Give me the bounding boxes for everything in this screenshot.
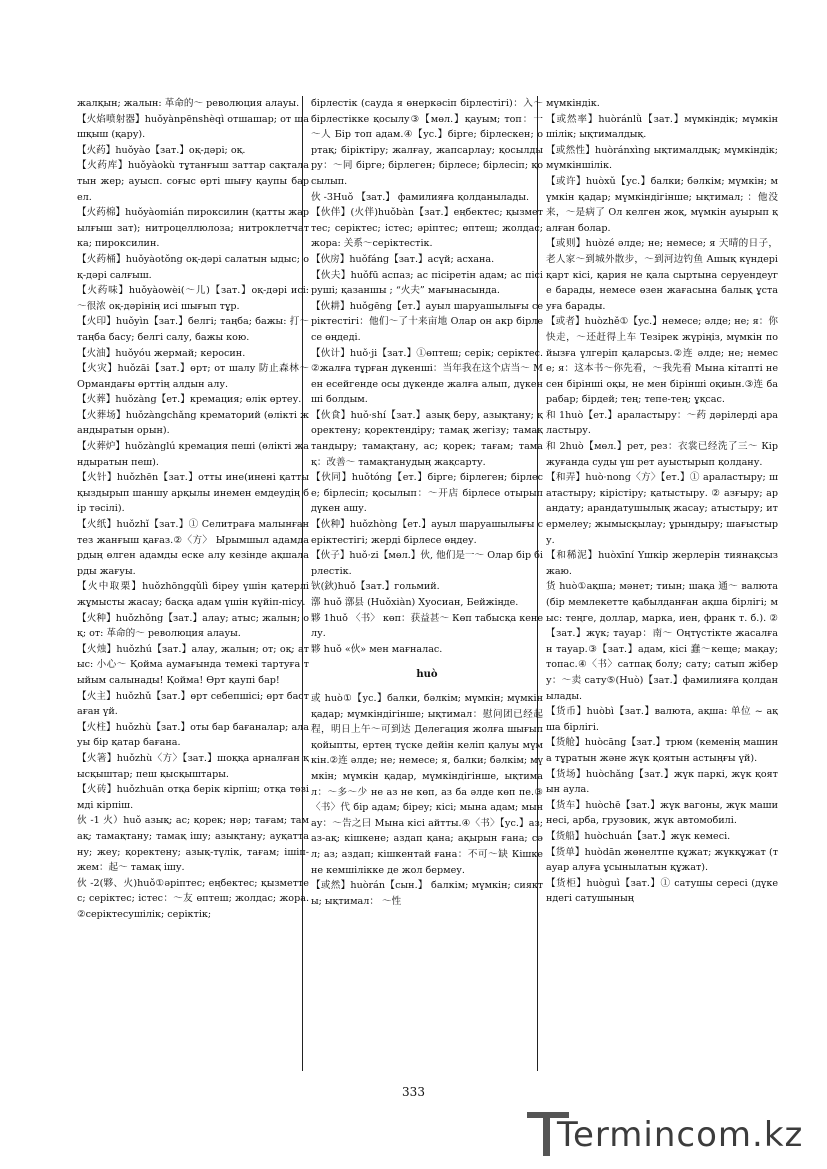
dictionary-entry: 夥 1huǒ 〈书〉 көп：获益甚～ Көп табысқа кенелу.: [311, 612, 543, 640]
dictionary-column-3: [546, 96, 778, 1086]
section-heading: huò: [416, 669, 438, 681]
dictionary-entry: бірлестік (сауда я өнеркәсіп бірлестігі)：入～ бірлестікке қосылу③【мөл.】қауым; топ：一～人 Бір топ адам.④【ус.】бірге; бірлескен; ортақ; біріктіру; жалғау, жапсарлау; қосылдыру：～同 бірге; бірлеген; бірлесе; бірлесіп; қосылып.: [311, 98, 543, 187]
dictionary-entry: 【火焰喷射器】huǒyànpēnshèqì отшашар; от шашқыш (қару).: [77, 113, 309, 141]
dictionary-entry: мүмкіндік.: [546, 98, 600, 109]
dictionary-entry: 【火印】huǒyìn【зат.】белгі; таңба; бажы: 打～ таңба басу; белгі салу, бажы кою.: [77, 316, 309, 343]
dictionary-entry: 【火砖】huǒzhuān отқа берік кірпіш; отқа төзімді кірпіш.: [77, 784, 309, 811]
dictionary-entry: 【货单】huòdān жөнелтпе құжат; жүкқұжат (тауар алуға ұсынылатын құжат).: [546, 846, 778, 874]
logo-t-stem-icon: [543, 1112, 550, 1156]
dictionary-entry: 【或然】huòrán【сын.】 балкім; мүмкін; сияқты; ықтимал： ～性: [311, 880, 543, 907]
dictionary-entry: 【火中取栗】huǒzhōngqǔlì біреу үшін қатерлі жұмысты жасау; басқа адам үшін күйіп-пісу.: [77, 581, 309, 608]
dictionary-entry: 漷 huǒ 漷县 (Huǒxiàn) Хуосиан, Бейжіңде.: [311, 597, 519, 608]
dictionary-entry: 【伙同】huǒtóng【ет.】бірге; бірлеген; бірлесе; бірлесіп; қосылып：～开店 бірлесе отырып дүкен ашу.: [311, 472, 543, 515]
dictionary-entry: 【火葬】huǒzàng【ет.】кремация; өлік өртеу.: [77, 394, 302, 406]
dictionary-entry: 【火针】huǒzhēn【зат.】отты ине(иненi қатты қыздырып шаншу арқылы инемен емдеудің бір тәсілі).: [77, 472, 309, 515]
dictionary-entry: 【火葬场】huǒzàngchǎng крематорий (өлікті жандыратын орын).: [77, 409, 309, 437]
dictionary-entry: 【货船】huòchuán【зат.】жүк кемесі.: [546, 830, 731, 842]
dictionary-entry: 【货场】huòchǎng【зат.】жүк паркі, жүк қоятын аула.: [546, 768, 778, 796]
dictionary-entry: 【火种】huǒzhǒng【зат.】алау; атыс; жалын; оқ; от: 革命的～ революция алауы.: [77, 612, 309, 640]
dictionary-entry: 【火药库】huǒyàokù тұтанғыш заттар сақталатын жер; ауысп. соғыс өрті шығу қаупы бар ел.: [77, 160, 309, 203]
dictionary-entry: 货 huò①ақша; мәнет; тиын; шақа 通～ валюта (бір мемлекетте қабылданған ақша бірлігі; мыс: теңге, доллар, марка, иен, франк т. б.). ②【зат.】жүк; тауар：南～ Оңтүстікте жасалған тауар.③【зат.】адам, кісі 蠢～кеще; мақау; топас.④〈书〉сатпақ болу; сату; сатып жіберу：～卖 сату⑤(Huò)【зат.】фамилияға қолданылады.: [546, 581, 778, 702]
dictionary-entry: 【火药棉】huǒyàomián пироксилин (қатты жарылғыш зат); нитроцеллюлоза; нитроклетчатка; пироксилин.: [77, 207, 309, 250]
dictionary-entry: 【伙食】huǒ·shí【зат.】азық беру, азықтану; қоректену; қоректендіру; тамақ жегізу; тамақтандыру; тамақтану, ас; қорек; тағам; тамақ：改善～ тамақтанудың жақсарту.: [311, 409, 543, 468]
dictionary-entry: 【或然率】huòránlǜ【зат.】мүмкіндік; мүмкіншілік; ықтималдық.: [546, 113, 778, 141]
dictionary-entry: 夥 huǒ «伙» мен мағналас.: [311, 643, 443, 655]
dictionary-column-1: [77, 96, 309, 1086]
dictionary-entry: 伙 -2(夥、火)huǒ①әріптес; еңбектес; қызметтес; серіктес; істес：～友 өптеш; жолдас; жора.②серіктесушілік; серіктік;: [77, 877, 309, 920]
dictionary-entry: 【或则】huòzé әлде; не; немесе; я 天晴的日子，老人家～到城外散步，～到河边钓鱼 Ашық күндері қарт кісі, қария не қала сыртына серуендеуге барады, немесе өзен жағасына балық ұстауға барады.: [546, 238, 778, 312]
dictionary-entry: 伙 -3Huǒ 【зат.】 фамилияға қолданылады.: [311, 191, 530, 203]
dictionary-entry: 【火药味】huǒyàowèi(～儿)【зат.】оқ-дәрі исі: ～很浓 оқ-дәрінің исі шығып тұр.: [77, 285, 309, 312]
dictionary-entry: 钬(鈥)huǒ【зат.】гольмий.: [311, 581, 440, 593]
dictionary-entry: 【或者】huòzhě①【ус.】немесе; әлде; не; я：你快走，～还赶得上车 Тезірек жүріңіз, мүмкін пойызға үлгеріп қаларсыз.②连 әлде; не; немесе; я：这本书～你先看，～我先看 Мына кітапті не сен бірінші оқы, не мен бірінші оқиын.③连 барабар; бірдей; тең; тепе-тең; ұқсас.: [546, 316, 778, 406]
dictionary-entry: 【货柜】huòguì【зат.】① сатушы сересі (дүкендегі сатушының: [546, 877, 778, 905]
dictionary-entry: 【火灾】huǒzāi【зат.】өрт; от шалу 防止森林～ Ормандағы өрттің алдын алу.: [77, 363, 309, 390]
dictionary-entry: 【伙伴】(火伴)huǒbàn【зат.】еңбектес; қызметтес; серіктес; істес; әріптес; өптеш; жолдас; жора: 关系～серіктестік.: [311, 207, 543, 250]
dictionary-entry: 【火箸】huǒzhù〈方〉【зат.】шоққа арналған қысқыштар; пеш қысқыштары.: [77, 752, 309, 780]
dictionary-entry: 【或然性】huòránxìng ықтималдық; мүмкіндік; мүмкіншілік.: [546, 144, 778, 172]
dictionary-entry: 【伙夫】huǒfū аспаз; ас пісіретін адам; ас пісіруші; қазаншы ; “火夫” мағынасында.: [311, 269, 543, 297]
dictionary-entry: 和 2huò【мөл.】рет, рез：衣裳已经洗了三～ Кір жуғанда суды үш рет ауыстырып қолдану.: [546, 441, 778, 468]
dictionary-entry: 【火葬炉】huǒzànglú кремация пеші (өлікті жандыратын пеш).: [77, 441, 309, 468]
dictionary-entry: 【火药桶】huǒyàotǒng оқ-дәрі салатын ыдыс; оқ-дәрі салғыш.: [77, 253, 309, 281]
dictionary-entry: 【火药】huǒyào【зат.】оқ-дәрі; оқ.: [77, 144, 246, 156]
termincom-logo[interactable]: [527, 1110, 817, 1160]
dictionary-entry: 和 1huò【ет.】араластыру：～药 дәрілерді араластыру.: [546, 409, 778, 437]
dictionary-entry: 伙 -1 火）huǒ азық; ас; қорек; нәр; тағам; тамақ; тамақтану; тамақ ішу; азықтану; ауқаттану; жеу; қоректену; азық-түлік, тағам; ішіп-жем：起～ тамақ ішу.: [77, 815, 309, 874]
logo-text: Termincom.kz: [557, 1115, 804, 1155]
dictionary-entry: 【货车】huòchē【зат.】жүк вагоны, жүк машинесі, арба, грузовик, жүк автомобилі.: [546, 799, 778, 827]
dictionary-entry: 【火油】huǒyóu жермай; керосин.: [77, 347, 246, 359]
dictionary-entry: 【和弄】huò·nong〈方〉【ет.】① араластыру; шатастыру; кірістіру; қатыстыру. ② азғыру; арандату; арандатушылық жасау; атыстыру; итермелеу; жымысқылау; ұрындыру; шағыстыру.: [546, 472, 778, 546]
dictionary-column-2: [311, 96, 543, 1086]
dictionary-entry: 【火烛】huǒzhú【зат.】алау, жалын; от; оқ; атыс: 小心～ Қойма аумағында темекі тартуға тыйым салынады! Қойма! Өрт қаупі бар!: [77, 643, 309, 686]
dictionary-entry: жалқын; жалын: 革命的～ революция алауы.: [77, 98, 300, 109]
dictionary-entry: 【货舱】huòcāng【зат.】трюм (кеменің машина тұратын және жүк қоятын астыңғы үй).: [546, 737, 778, 764]
dictionary-entry: 或 huò①【ус.】балки, бәлкім; мүмкін; мүмкін қадар; мүмкіндігінше; ықтимал：慰问团已经起程，明日上午～可到达 Делегация жолға шығып қойыпты, ертең түске дейін келіп қалуы мүмкін.②连 әлде; не; немесе; я, балки; бәлкім; мүмкін; мүмкін қадар, мүмкіндігінше, ықтимал：～多～少 не аз не көп, аз ба әлде көп пе.③〈书〉代 бір адам; біреу; кісі; мына адам; мынау：～告之曰 Мына кісі айтты.④〈书〉【ус.】аз; аз-ақ; кішкене; аздап қана; ақырын ғана; сәл; аз; аздап; кішкентай ғана：不可～缺 Кішкене кемшілікке де жол бермеу.: [311, 692, 543, 876]
dictionary-entry: 【伙计】huǒ·ji【зат.】①өптеш; серік; серіктес.②жалға тұрған дүкенші：当年我在这个店当～ Мен есейгенде осы дүкенде жалға алып, дүкенші болдым.: [311, 347, 543, 406]
dictionary-entry: 【货币】huòbì【зат.】валюта, ақша: 单位 ~ ақша бірлігі.: [546, 706, 778, 733]
dictionary-entry: 【火柱】huǒzhù【зат.】оты бар бағаналар; алауы бір қатар бағана.: [77, 721, 309, 749]
dictionary-entry: 【火主】huǒzhǔ【зат.】өрт себепшісі; өрт бастаған үй.: [77, 690, 309, 718]
dictionary-entry: 【伙耕】huǒgēng【ет.】ауыл шаруашылығы серіктестігі：他们～了十来亩地 Олар он акр бірлесе өңдеді.: [311, 300, 543, 343]
dictionary-entry: 【伙子】huǒ·zi【мөл.】伙, 他们是一～ Олар бір бірлестік.: [311, 550, 543, 577]
dictionary-entry: 【和稀泥】huòxīní Үшкір жерлерін тиянақсыз жаю.: [546, 550, 778, 577]
dictionary-entry: 【伙房】huǒfáng【зат.】асүй; асхана.: [311, 253, 495, 265]
page-number: 333: [402, 1085, 425, 1099]
dictionary-entry: 【伙种】huǒzhòng【ет.】ауыл шаруашылығы серіктестігі; жерді бірлесе өңдеу.: [311, 519, 543, 546]
dictionary-entry: 【火纸】huǒzhǐ【зат.】① Селитраға малынған тез жанғыш қағаз.②〈方〉 Ырымшыл адамдардың өлген адамды еске алу кезінде ақшаларды жағуы.: [77, 519, 309, 577]
dictionary-entry: 【或许】huòxǔ【ус.】балки; бәлкім; мүмкін; мүмкін қадар; мүмкіндігінше; ықтимал; ：他没来，～是病了 Ол келген жоқ, мүмкін ауырып қалған болар.: [546, 175, 778, 234]
